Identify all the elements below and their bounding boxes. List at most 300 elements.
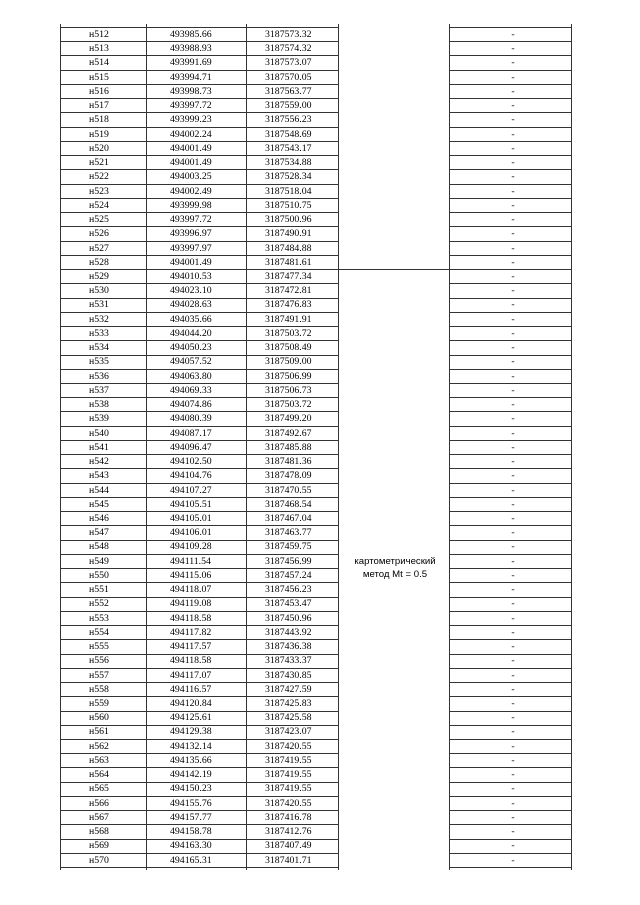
- y-coordinate-cell: 3187456.99: [265, 555, 312, 567]
- accuracy-mark-cell: -: [511, 399, 515, 411]
- point-id-cell: н545: [89, 498, 109, 510]
- row-divider: [449, 711, 571, 712]
- point-id-cell: н546: [89, 512, 109, 524]
- table-row: [0, 668, 640, 682]
- row-divider: [60, 241, 339, 242]
- table-row: [0, 568, 640, 582]
- row-divider: [449, 426, 571, 427]
- row-divider: [60, 112, 339, 113]
- row-divider: [60, 340, 339, 341]
- row-divider: [449, 725, 571, 726]
- table-row: [0, 312, 640, 326]
- row-divider: [60, 411, 339, 412]
- point-id-cell: н556: [89, 655, 109, 667]
- y-coordinate-cell: 3187477.34: [265, 270, 312, 282]
- accuracy-mark-cell: -: [511, 456, 515, 468]
- point-id-cell: н521: [89, 157, 109, 169]
- accuracy-mark-cell: -: [511, 826, 515, 838]
- y-coordinate-cell: 3187478.09: [265, 470, 312, 482]
- y-coordinate-cell: 3187407.49: [265, 840, 312, 852]
- point-id-cell: н517: [89, 100, 109, 112]
- accuracy-mark-cell: -: [511, 612, 515, 624]
- x-coordinate-cell: 494001.49: [170, 142, 212, 154]
- table-row: [0, 440, 640, 454]
- point-id-cell: н570: [89, 854, 109, 866]
- row-divider: [60, 753, 339, 754]
- row-divider: [449, 483, 571, 484]
- column-divider: [146, 24, 147, 870]
- row-divider: [449, 810, 571, 811]
- point-id-cell: н539: [89, 413, 109, 425]
- accuracy-mark-cell: -: [511, 669, 515, 681]
- row-divider: [449, 355, 571, 356]
- table-row: [0, 369, 640, 383]
- table-row: [0, 141, 640, 155]
- row-divider: [60, 383, 339, 384]
- accuracy-mark-cell: -: [511, 740, 515, 752]
- table-row: [0, 27, 640, 41]
- row-divider: [449, 767, 571, 768]
- point-id-cell: н554: [89, 626, 109, 638]
- accuracy-mark-cell: -: [511, 584, 515, 596]
- row-divider: [60, 853, 339, 854]
- x-coordinate-cell: 493985.66: [170, 29, 212, 40]
- x-coordinate-cell: 494125.61: [170, 712, 212, 724]
- accuracy-mark-cell: -: [511, 569, 515, 581]
- y-coordinate-cell: 3187559.00: [265, 100, 312, 112]
- accuracy-mark-cell: -: [511, 114, 515, 126]
- y-coordinate-cell: 3187574.32: [265, 43, 312, 55]
- point-id-cell: н541: [89, 441, 109, 453]
- x-coordinate-cell: 494118.58: [170, 612, 212, 624]
- accuracy-mark-cell: -: [511, 299, 515, 311]
- table-row: [0, 767, 640, 781]
- row-divider: [449, 41, 571, 42]
- y-coordinate-cell: 3187433.37: [265, 655, 312, 667]
- row-divider: [60, 269, 339, 270]
- point-id-cell: н569: [89, 840, 109, 852]
- accuracy-mark-cell: -: [511, 655, 515, 667]
- x-coordinate-cell: 494001.49: [170, 157, 212, 169]
- x-coordinate-cell: 493997.72: [170, 100, 212, 112]
- row-divider: [60, 739, 339, 740]
- row-divider: [449, 440, 571, 441]
- point-id-cell: н567: [89, 811, 109, 823]
- row-divider: [449, 397, 571, 398]
- row-divider: [60, 497, 339, 498]
- point-id-cell: н522: [89, 171, 109, 183]
- table-row: [0, 226, 640, 240]
- row-divider: [449, 568, 571, 569]
- y-coordinate-cell: 3187425.58: [265, 712, 312, 724]
- accuracy-mark-cell: -: [511, 470, 515, 482]
- x-coordinate-cell: 494117.07: [170, 669, 212, 681]
- row-divider: [449, 554, 571, 555]
- point-id-cell: н531: [89, 299, 109, 311]
- point-id-cell: н542: [89, 456, 109, 468]
- y-coordinate-cell: 3187543.17: [265, 142, 312, 154]
- y-coordinate-cell: 3187450.96: [265, 612, 312, 624]
- row-divider: [60, 212, 339, 213]
- row-divider: [60, 796, 339, 797]
- row-divider: [60, 711, 339, 712]
- accuracy-mark-cell: -: [511, 342, 515, 354]
- y-coordinate-cell: 3187476.83: [265, 299, 312, 311]
- accuracy-mark-cell: -: [511, 598, 515, 610]
- accuracy-mark-cell: -: [511, 726, 515, 738]
- accuracy-mark-cell: -: [511, 754, 515, 766]
- row-divider: [449, 782, 571, 783]
- row-divider: [60, 141, 339, 142]
- y-coordinate-cell: 3187492.67: [265, 427, 312, 439]
- accuracy-mark-cell: -: [511, 541, 515, 553]
- table-row: [0, 539, 640, 553]
- row-divider: [60, 867, 339, 868]
- table-row: [0, 781, 640, 795]
- table-row: [0, 283, 640, 297]
- point-id-cell: н537: [89, 384, 109, 396]
- method-note: [342, 556, 448, 581]
- x-coordinate-cell: 494135.66: [170, 754, 212, 766]
- x-coordinate-cell: 494050.23: [170, 342, 212, 354]
- table-body: [0, 27, 640, 867]
- row-divider: [60, 568, 339, 569]
- row-divider: [60, 198, 339, 199]
- row-divider: [449, 155, 571, 156]
- y-coordinate-cell: 3187472.81: [265, 285, 312, 297]
- y-coordinate-cell: 3187534.88: [265, 157, 312, 169]
- y-coordinate-cell: 3187508.49: [265, 342, 312, 354]
- point-id-cell: н526: [89, 228, 109, 240]
- row-divider: [449, 853, 571, 854]
- accuracy-mark-cell: -: [511, 199, 515, 211]
- table-row: [0, 112, 640, 126]
- x-coordinate-cell: 494002.24: [170, 128, 212, 140]
- table-row: [0, 838, 640, 852]
- x-coordinate-cell: 494117.82: [170, 626, 212, 638]
- table-row: [0, 397, 640, 411]
- row-divider: [60, 84, 339, 85]
- accuracy-mark-cell: -: [511, 242, 515, 254]
- table-row: [0, 326, 640, 340]
- table-row: [0, 383, 640, 397]
- point-id-cell: н561: [89, 726, 109, 738]
- y-coordinate-cell: 3187499.20: [265, 413, 312, 425]
- row-divider: [60, 782, 339, 783]
- accuracy-mark-cell: -: [511, 100, 515, 112]
- row-divider: [60, 682, 339, 683]
- y-coordinate-cell: 3187401.71: [265, 854, 312, 866]
- row-divider: [449, 269, 571, 270]
- point-id-cell: н535: [89, 356, 109, 368]
- row-divider: [449, 639, 571, 640]
- x-coordinate-cell: 493999.23: [170, 114, 212, 126]
- row-divider: [60, 255, 339, 256]
- row-divider: [60, 98, 339, 99]
- y-coordinate-cell: 3187548.69: [265, 128, 312, 140]
- row-divider: [449, 141, 571, 142]
- row-divider: [449, 84, 571, 85]
- y-coordinate-cell: 3187412.76: [265, 826, 312, 838]
- y-coordinate-cell: 3187500.96: [265, 214, 312, 226]
- y-coordinate-cell: 3187419.55: [265, 769, 312, 781]
- row-divider: [60, 70, 339, 71]
- point-id-cell: н533: [89, 327, 109, 339]
- table-row: [0, 241, 640, 255]
- point-id-cell: н512: [89, 29, 109, 40]
- y-coordinate-cell: 3187416.78: [265, 811, 312, 823]
- x-coordinate-cell: 493999.98: [170, 199, 212, 211]
- table-row: [0, 497, 640, 511]
- point-id-cell: н553: [89, 612, 109, 624]
- table-row: [0, 596, 640, 610]
- table-row: [0, 169, 640, 183]
- row-divider: [449, 326, 571, 327]
- accuracy-mark-cell: -: [511, 683, 515, 695]
- table-row: [0, 724, 640, 738]
- row-divider: [60, 839, 339, 840]
- accuracy-mark-cell: -: [511, 626, 515, 638]
- row-divider: [60, 597, 339, 598]
- y-coordinate-cell: 3187453.47: [265, 598, 312, 610]
- row-divider: [60, 696, 339, 697]
- row-divider: [449, 682, 571, 683]
- accuracy-mark-cell: -: [511, 270, 515, 282]
- point-id-cell: н525: [89, 214, 109, 226]
- accuracy-mark-cell: -: [511, 356, 515, 368]
- accuracy-mark-cell: -: [511, 85, 515, 97]
- point-id-cell: н524: [89, 199, 109, 211]
- point-id-cell: н514: [89, 57, 109, 69]
- accuracy-mark-cell: -: [511, 327, 515, 339]
- point-id-cell: н538: [89, 399, 109, 411]
- accuracy-mark-cell: -: [511, 285, 515, 297]
- x-coordinate-cell: 494069.33: [170, 384, 212, 396]
- row-divider: [449, 668, 571, 669]
- row-divider: [449, 796, 571, 797]
- point-id-cell: н550: [89, 569, 109, 581]
- table-row: [0, 853, 640, 867]
- x-coordinate-cell: 494074.86: [170, 399, 212, 411]
- accuracy-mark-cell: -: [511, 641, 515, 653]
- table-row: [0, 511, 640, 525]
- x-coordinate-cell: 494035.66: [170, 313, 212, 325]
- y-coordinate-cell: 3187556.23: [265, 114, 312, 126]
- accuracy-mark-cell: -: [511, 29, 515, 40]
- accuracy-mark-cell: -: [511, 811, 515, 823]
- table-row: [0, 753, 640, 767]
- point-id-cell: н547: [89, 527, 109, 539]
- table-row: [0, 55, 640, 69]
- y-coordinate-cell: 3187468.54: [265, 498, 312, 510]
- x-coordinate-cell: 494132.14: [170, 740, 212, 752]
- row-divider: [60, 355, 339, 356]
- table-row: [0, 625, 640, 639]
- row-divider: [449, 283, 571, 284]
- accuracy-mark-cell: -: [511, 441, 515, 453]
- table-row: [0, 354, 640, 368]
- table-row: [0, 639, 640, 653]
- point-id-cell: н552: [89, 598, 109, 610]
- accuracy-mark-cell: -: [511, 256, 515, 268]
- row-divider: [449, 411, 571, 412]
- table-row: [0, 525, 640, 539]
- row-divider: [449, 611, 571, 612]
- table-row: [0, 710, 640, 724]
- y-coordinate-cell: 3187573.07: [265, 57, 312, 69]
- y-coordinate-cell: 3187484.88: [265, 242, 312, 254]
- method-line-2: метод Mt = 0.5: [362, 568, 428, 580]
- x-coordinate-cell: 494150.23: [170, 783, 212, 795]
- accuracy-mark-cell: -: [511, 157, 515, 169]
- row-divider: [449, 298, 571, 299]
- row-divider: [60, 810, 339, 811]
- y-coordinate-cell: 3187573.32: [265, 29, 312, 40]
- column-divider: [571, 24, 572, 870]
- table-row: [0, 340, 640, 354]
- row-divider: [60, 27, 339, 28]
- row-divider: [449, 383, 571, 384]
- row-divider: [449, 127, 571, 128]
- point-id-cell: н527: [89, 242, 109, 254]
- accuracy-mark-cell: -: [511, 185, 515, 197]
- row-divider: [60, 184, 339, 185]
- column-divider: [60, 24, 61, 870]
- accuracy-mark-cell: -: [511, 214, 515, 226]
- y-coordinate-cell: 3187457.24: [265, 569, 312, 581]
- row-divider: [60, 226, 339, 227]
- row-divider: [449, 454, 571, 455]
- x-coordinate-cell: 494157.77: [170, 811, 212, 823]
- x-coordinate-cell: 494111.54: [170, 555, 211, 567]
- table-row: [0, 611, 640, 625]
- row-divider: [449, 468, 571, 469]
- row-divider: [449, 597, 571, 598]
- x-coordinate-cell: 493996.97: [170, 228, 212, 240]
- point-id-cell: н534: [89, 342, 109, 354]
- x-coordinate-cell: 494102.50: [170, 456, 212, 468]
- accuracy-mark-cell: -: [511, 698, 515, 710]
- y-coordinate-cell: 3187506.99: [265, 370, 312, 382]
- y-coordinate-cell: 3187467.04: [265, 512, 312, 524]
- point-id-cell: н559: [89, 698, 109, 710]
- point-id-cell: н544: [89, 484, 109, 496]
- point-id-cell: н518: [89, 114, 109, 126]
- y-coordinate-cell: 3187463.77: [265, 527, 312, 539]
- x-coordinate-cell: 494142.19: [170, 769, 212, 781]
- x-coordinate-cell: 494105.01: [170, 512, 212, 524]
- table-row: [0, 269, 640, 283]
- point-id-cell: н566: [89, 797, 109, 809]
- table-row: [0, 653, 640, 667]
- accuracy-mark-cell: -: [511, 854, 515, 866]
- accuracy-mark-cell: -: [511, 527, 515, 539]
- row-divider: [60, 369, 339, 370]
- x-coordinate-cell: 494104.76: [170, 470, 212, 482]
- y-coordinate-cell: 3187485.88: [265, 441, 312, 453]
- y-coordinate-cell: 3187490.91: [265, 228, 312, 240]
- y-coordinate-cell: 3187456.23: [265, 584, 312, 596]
- y-coordinate-cell: 3187419.55: [265, 754, 312, 766]
- table-row: [0, 155, 640, 169]
- row-divider: [60, 468, 339, 469]
- point-id-cell: н516: [89, 85, 109, 97]
- point-id-cell: н540: [89, 427, 109, 439]
- table-row: [0, 212, 640, 226]
- table-row: [0, 411, 640, 425]
- x-coordinate-cell: 494096.47: [170, 441, 212, 453]
- x-coordinate-cell: 493991.69: [170, 57, 212, 69]
- row-divider: [60, 440, 339, 441]
- y-coordinate-cell: 3187510.75: [265, 199, 312, 211]
- accuracy-mark-cell: -: [511, 840, 515, 852]
- accuracy-mark-cell: -: [511, 384, 515, 396]
- x-coordinate-cell: 494118.58: [170, 655, 212, 667]
- accuracy-mark-cell: -: [511, 43, 515, 55]
- row-divider: [449, 696, 571, 697]
- point-id-cell: н523: [89, 185, 109, 197]
- table-row: [0, 297, 640, 311]
- accuracy-mark-cell: -: [511, 427, 515, 439]
- row-divider: [60, 540, 339, 541]
- x-coordinate-cell: 494116.57: [170, 683, 212, 695]
- y-coordinate-cell: 3187436.38: [265, 641, 312, 653]
- y-coordinate-cell: 3187563.77: [265, 85, 312, 97]
- table-row: [0, 84, 640, 98]
- row-divider: [60, 525, 339, 526]
- row-divider: [449, 98, 571, 99]
- table-row: [0, 824, 640, 838]
- point-id-cell: н563: [89, 754, 109, 766]
- row-divider: [449, 625, 571, 626]
- x-coordinate-cell: 494057.52: [170, 356, 212, 368]
- x-coordinate-cell: 494165.31: [170, 854, 212, 866]
- point-id-cell: н528: [89, 256, 109, 268]
- x-coordinate-cell: 494087.17: [170, 427, 212, 439]
- x-coordinate-cell: 494107.27: [170, 484, 212, 496]
- row-divider: [60, 298, 339, 299]
- y-coordinate-cell: 3187506.73: [265, 384, 312, 396]
- point-id-cell: н549: [89, 555, 109, 567]
- point-id-cell: н519: [89, 128, 109, 140]
- y-coordinate-cell: 3187430.85: [265, 669, 312, 681]
- row-divider: [449, 198, 571, 199]
- y-coordinate-cell: 3187491.91: [265, 313, 312, 325]
- row-divider: [60, 582, 339, 583]
- x-coordinate-cell: 494063.80: [170, 370, 212, 382]
- accuracy-mark-cell: -: [511, 555, 515, 567]
- point-id-cell: н565: [89, 783, 109, 795]
- y-coordinate-cell: 3187419.55: [265, 783, 312, 795]
- accuracy-mark-cell: -: [511, 313, 515, 325]
- point-id-cell: н530: [89, 285, 109, 297]
- x-coordinate-cell: 494002.49: [170, 185, 212, 197]
- table-row: [0, 739, 640, 753]
- accuracy-mark-cell: -: [511, 512, 515, 524]
- row-divider: [449, 184, 571, 185]
- x-coordinate-cell: 493994.71: [170, 71, 212, 83]
- row-divider: [449, 753, 571, 754]
- table-row: [0, 796, 640, 810]
- accuracy-mark-cell: -: [511, 783, 515, 795]
- point-id-cell: н560: [89, 712, 109, 724]
- row-divider: [60, 611, 339, 612]
- x-coordinate-cell: 494115.06: [170, 569, 212, 581]
- accuracy-mark-cell: -: [511, 57, 515, 69]
- y-coordinate-cell: 3187481.36: [265, 456, 312, 468]
- row-divider: [449, 212, 571, 213]
- x-coordinate-cell: 493997.72: [170, 214, 212, 226]
